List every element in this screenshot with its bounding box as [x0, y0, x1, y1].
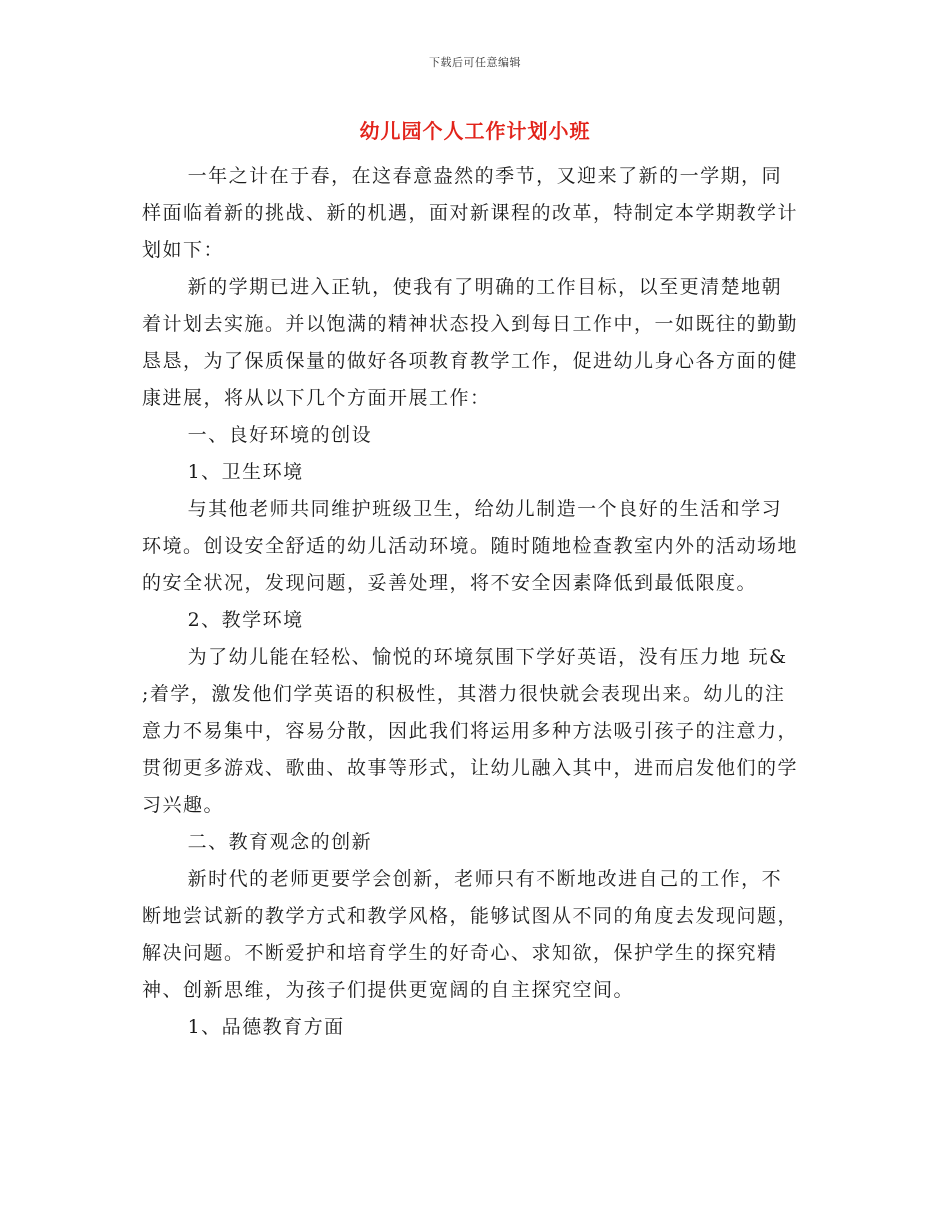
paragraph-teaching: 为了幼儿能在轻松、愉悦的环境氛围下学好英语，没有压力地 玩& ;着学，激发他们学英语的积极性，其潜力很快就会表现出来。幼儿的注意力不易集中，容易分散，因此我们将运用多种方法吸引孩子的注意力，贯彻更多游戏、歌曲、故事等形式，让幼儿融入其中，进而启发他们的学习兴趣。: [142, 646, 799, 816]
paragraph-overview: 新的学期已进入正轨，使我有了明确的工作目标，以至更清楚地朝着计划去实施。并以饱满的精神状态投入到每日工作中，一如既往的勤勤恳恳，为了保质保量的做好各项教育教学工作，促进幼儿身心各方面的健康进展，将从以下几个方面开展工作：: [142, 276, 799, 409]
subsection-heading-hygiene: 1、卫生环境: [187, 461, 304, 483]
subsection-heading-moral: 1、品德教育方面: [187, 1016, 345, 1038]
document-body: [142, 158, 802, 1046]
paragraph-intro: 一年之计在于春，在这春意盎然的季节，又迎来了新的一学期，同样面临着新的挑战、新的机遇，面对新课程的改革，特制定本学期教学计划如下：: [142, 165, 799, 261]
section-heading-innovation: 二、教育观念的创新: [187, 831, 373, 853]
page-header-note: 下载后可任意编辑: [429, 56, 521, 69]
document-title: 幼儿园个人工作计划小班: [359, 119, 591, 143]
section-heading-environment: 一、良好环境的创设: [187, 424, 373, 446]
paragraph-hygiene: 与其他老师共同维护班级卫生，给幼儿制造一个良好的生活和学习环境。创设安全舒适的幼儿活动环境。随时随地检查教室内外的活动场地的安全状况，发现问题，妥善处理，将不安全因素降低到最低限度。: [142, 498, 799, 594]
paragraph-innovation: 新时代的老师更要学会创新，老师只有不断地改进自己的工作，不断地尝试新的教学方式和教学风格，能够试图从不同的角度去发现问题，解决问题。不断爱护和培育学生的好奇心、求知欲，保护学生的探究精神、创新思维，为孩子们提供更宽阔的自主探究空间。: [142, 868, 799, 1001]
subsection-heading-teaching: 2、教学环境: [187, 609, 304, 631]
